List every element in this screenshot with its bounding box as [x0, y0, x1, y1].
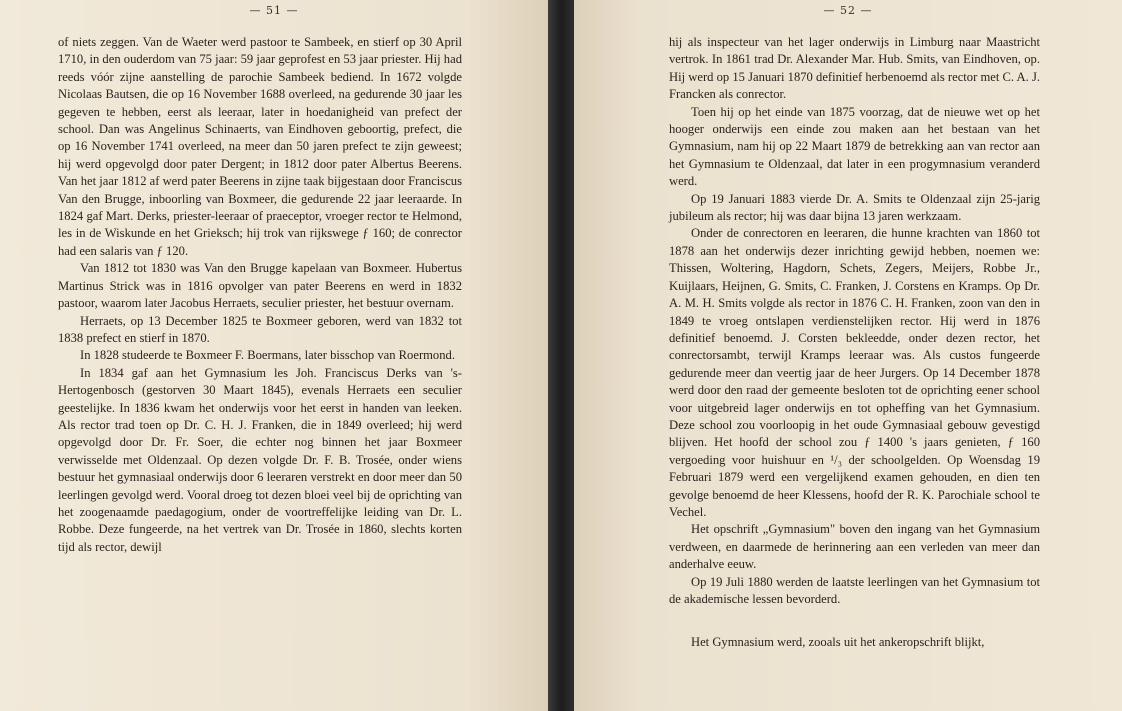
paragraph: In 1828 studeerde te Boxmeer F. Boermans, later bisschop van Roermond.	[80, 348, 455, 363]
paragraph: Het Gymnasium werd, zooals uit het ankeropschrift blijkt,	[691, 635, 985, 650]
right-page	[574, 0, 1122, 711]
paragraph: Van 1812 tot 1830 was Van den Brugge kapelaan van Boxmeer. Hubertus Martinus Strick was in 1816 opvolger van pater Beerens en werd in 1832 pastoor, waarom later Jacobus Herraets, seculier priester, het bestuur overnam.	[58, 261, 462, 311]
paragraph: In 1834 gaf aan het Gymnasium les Joh. Franciscus Derks van 's-Hertogenbosch (gestorven 30 Maart 1845), evenals Herraets een seculier geestelijke. In 1836 kwam het onderwijs voor het eerst in handen van leeken. Als rector trad toen op Dr. C. H. J. Franken, die in 1849 overleed; hij werd opgevolgd door Dr. Fr. Soer, die echter nog binnen het jaar Boxmeer verwisselde met Oldenzaal. Op dezen volgde Dr. F. B. Trosée, onder wiens bestuur het gymnasiaal onderwijs door 6 leeraren verstrekt en door meer dan 50 leerlingen gevolgd werd. Vooral droeg tot dezen bloei veel bij de oprichting van het zoogenaamde paedagogium, onder de voortreffelijke leiding van Dr. L. Robbe. Deze fungeerde, na het vertrek van Dr. Trosée in 1860, slechts korten tijd als rector, dewijl	[58, 365, 462, 554]
left-page	[0, 0, 548, 711]
paragraph: Op 19 Januari 1883 vierde Dr. A. Smits te Oldenzaal zijn 25-jarig jubileum als rector; hij was daar bijna 13 jaren werkzaam.	[669, 191, 1040, 224]
page-number: — 51 —	[249, 4, 299, 17]
paragraph: Op 19 Juli 1880 werden de laatste leerlingen van het Gymnasium tot de akademische lessen bevorderd.	[669, 574, 1040, 606]
paragraph: Herraets, op 13 December 1825 te Boxmeer geboren, werd van 1832 tot 1838 prefect en stierf in 1870.	[58, 313, 462, 345]
book-gutter	[548, 0, 574, 711]
paragraph: Onder de conrectoren en leeraren, die hunne krachten van 1860 tot 1878 aan het onderwijs dezer inrichting gewijd hebben, noemen we: Thissen, Woltering, Hagdorn, Schets, Zegers, Meijers, Robbe Jr., Kuijlaars, Heijnen, G. Smits, C. Franken, J. Corstens en Kramps. Op Dr. A. M. H. Smits volgde als rector in 1876 C. H. Franken, zoon van den in 1849 te vroeg ontslapen verdienstelijken rector. Hij werd in 1876 definitief benoemd. J. Corsten bekleedde, onder dezen rector, het conrectorsambt, terwijl Kramps leeraar was. Als custos fungeerde gedurende meer dan veertig jaar de heer Jurgers. Op 14 December 1878 werd door den raad der gemeente besloten tot de oprichting eener school voor uitgebreid lager onderwijs en tot opheffing van het Gymnasium. Deze school zou voorloopig in het oude Gymnasiaal gebouw gevestigd blijven. Het hoofd der school zou ƒ 1400 's jaars genieten, ƒ 160 vergoeding voor huishuur en ¹/₃ der schoolgelden. Op Woensdag 19 Februari 1879 werd een vergelijkend examen gehouden, en dien ten gevolge benoemd de heer Klessens, hoofd der R. K. Parochiale school te Vechel.	[669, 226, 1040, 519]
paragraph: Toen hij op het einde van 1875 voorzag, dat de nieuwe wet op het hooger onderwijs een einde zou maken aan het bestaan van het Gymnasium, nam hij op 22 Maart 1879 de betrekking aan van rector aan het Gymnasium te Oldenzaal, dat later in een progymnasium veranderd werd.	[669, 104, 1040, 189]
paragraph: of niets zeggen. Van de Waeter werd pastoor te Sambeek, en stierf op 30 April 1710, in den ouderdom van 75 jaar: 59 jaar geprofest en 53 jaar priester. Hij had reeds vóór zijne aanstelling de parochie Sambeek bediend. In 1672 volgde Nicolaas Bautsen, die op 16 November 1688 overleed, na gedurende 30 jaar les gegeven te hebben, eerst als leeraar, later in hoedanigheid van prefect der school. Dan was Angelinus Schinaerts, van Eindhoven geboortig, prefect, die op 16 November 1741 overleed, na meer dan 50 jaren prefect te zijn geweest; hij werd opgevolgd door pater Dergent; in 1812 door pater Albertus Beerens. Van het jaar 1812 af werd pater Beerens in zijne taak bijgestaan door Franciscus Van den Brugge, inboorling van Boxmeer, die gedurende 22 jaar leeraarde. In 1824 gaf Mart. Derks, priester-leeraar of praeceptor, vroeger rector te Helmond, les in de Wiskunde en het Grieksch; hij trok van rijkswege ƒ 160; de conrector had een salaris van ƒ 120.	[58, 35, 462, 258]
page-body	[58, 34, 462, 556]
paragraph: hij als inspecteur van het lager onderwijs in Limburg naar Maastricht vertrok. In 1861 trad Dr. Alexander Mar. Hub. Smits, van Eindhoven, op. Hij werd op 15 Januari 1870 definitief herbenoemd als rector met C. A. J. Francken als conrector.	[669, 35, 1040, 102]
page-body	[669, 34, 1040, 652]
page-number: — 52 —	[823, 4, 873, 17]
paragraph: Het opschrift „Gymnasium" boven den ingang van het Gymnasium verdween, en daarmede de herinnering aan een verleden van meer dan anderhalve eeuw.	[669, 522, 1040, 572]
